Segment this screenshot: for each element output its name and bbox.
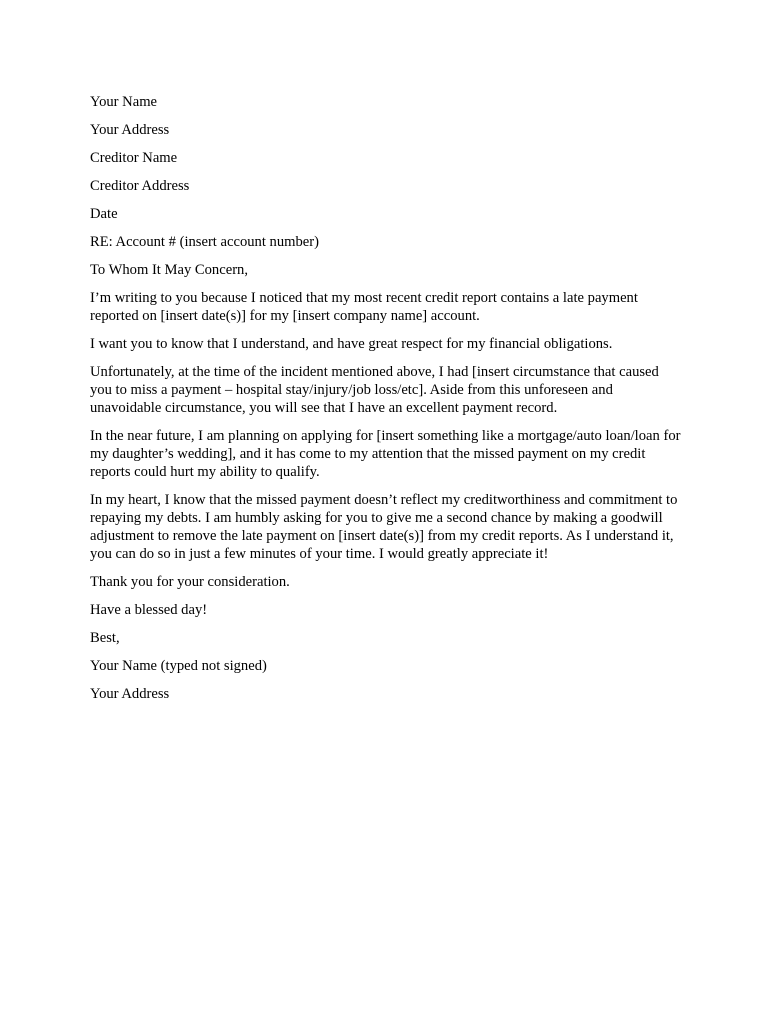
sender-address: Your Address	[90, 122, 170, 138]
thanks-line: Thank you for your consideration.	[90, 574, 290, 590]
signature-name: Your Name (typed not signed)	[90, 658, 267, 674]
sender-name: Your Name	[90, 94, 158, 110]
body-paragraph: Unfortunately, at the time of the incident mentioned above, I had [insert circumstance that caused you to miss a payment – hospital stay/injury/job loss/etc]. Aside from this unforeseen and unavoidable circumstance, you will see that I have an excellent payment record.	[90, 364, 659, 416]
signature-address: Your Address	[90, 686, 170, 702]
body-paragraph: In the near future, I am planning on applying for [insert something like a mortgage/auto loan/loan for my daughter’s wedding], and it has come to my attention that the missed payment on my credit reports could hurt my ability to qualify.	[90, 428, 681, 480]
re-line: RE: Account # (insert account number)	[90, 234, 319, 250]
body-paragraph: In my heart, I know that the missed payment doesn’t reflect my creditworthiness and commitment to repaying my debts. I am humbly asking for you to give me a second chance by making a goodwill adjustment to remove the late payment on [insert date(s)] from my credit reports. As I understand it, you can do so in just a few minutes of your time. I would greatly appreciate it!	[90, 492, 678, 562]
body-paragraph: I’m writing to you because I noticed that my most recent credit report contains a late payment reported on [insert date(s)] for my [insert company name] account.	[90, 290, 638, 324]
creditor-name: Creditor Name	[90, 150, 178, 166]
blessing-line: Have a blessed day!	[90, 602, 208, 618]
body-paragraph: I want you to know that I understand, and have great respect for my financial obligations.	[90, 336, 613, 352]
closing-line: Best,	[90, 630, 120, 646]
letter-date: Date	[90, 206, 118, 222]
creditor-address: Creditor Address	[90, 178, 190, 194]
salutation: To Whom It May Concern,	[90, 262, 248, 278]
letter-page	[90, 93, 682, 713]
